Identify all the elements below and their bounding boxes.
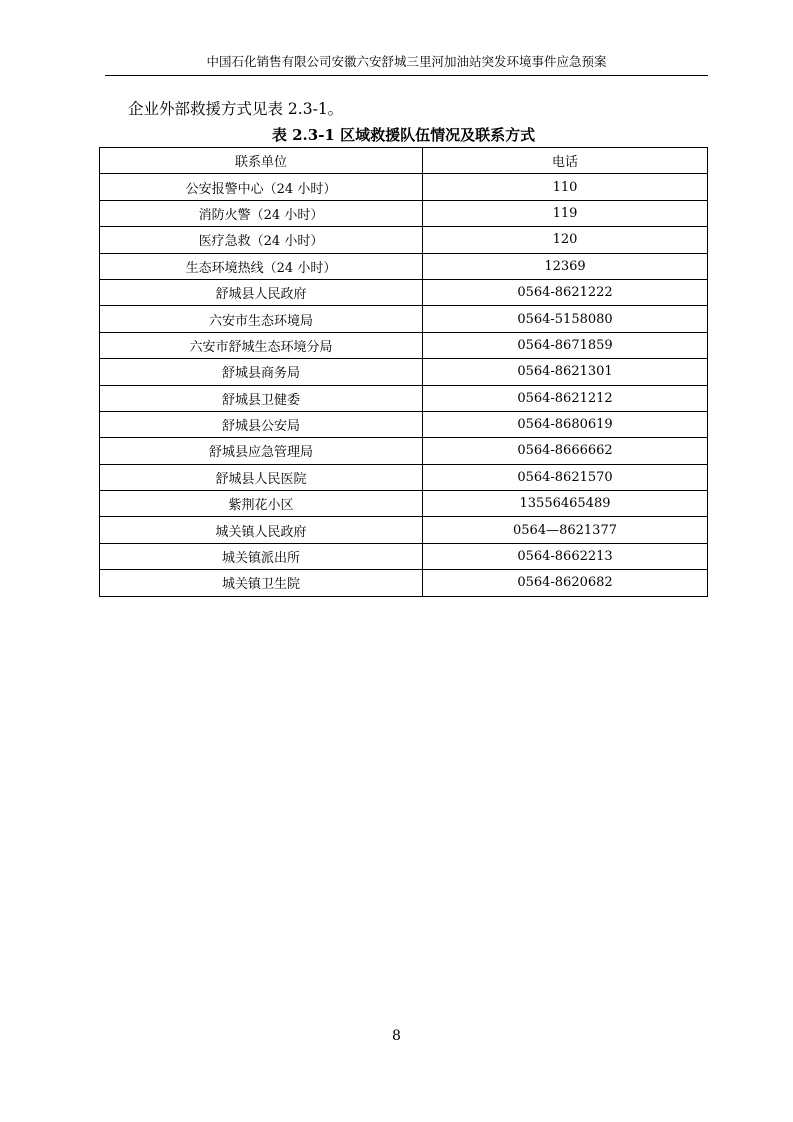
table-row [100,464,708,490]
phone-cell: 0564-8621570 [423,464,708,490]
table-header-row [100,148,708,174]
table-row [100,570,708,596]
table-row [100,385,708,411]
intro-paragraph: 企业外部救援方式见表 2.3-1。 [128,100,344,118]
table-caption: 表 2.3-1 区域救援队伍情况及联系方式 [271,126,536,144]
phone-cell: 0564-8621222 [423,279,708,305]
contact-unit-cell: 城关镇人民政府 [100,517,423,543]
contact-unit-cell: 六安市生态环境局 [100,306,423,332]
contact-unit-cell: 舒城县商务局 [100,359,423,385]
phone-cell: 110 [423,174,708,200]
phone-cell: 0564-5158080 [423,306,708,332]
phone-cell: 12369 [423,253,708,279]
phone-cell: 0564—8621377 [423,517,708,543]
contact-unit-cell: 紫荆花小区 [100,491,423,517]
phone-cell: 119 [423,200,708,226]
contact-unit-cell: 舒城县卫健委 [100,385,423,411]
phone-cell: 0564-8620682 [423,570,708,596]
table-row [100,227,708,253]
phone-cell: 120 [423,227,708,253]
table-row [100,306,708,332]
contact-unit-cell: 舒城县人民政府 [100,279,423,305]
table-row [100,332,708,358]
contact-unit-cell: 城关镇卫生院 [100,570,423,596]
table-row [100,279,708,305]
table-row [100,491,708,517]
table-row [100,517,708,543]
phone-cell: 0564-8621301 [423,359,708,385]
table-row [100,174,708,200]
phone-cell: 13556465489 [423,491,708,517]
phone-cell: 0564-8671859 [423,332,708,358]
column-header-phone: 电话 [423,148,708,174]
table-body [100,174,708,596]
contact-unit-cell: 舒城县公安局 [100,411,423,437]
table-row [100,253,708,279]
contact-unit-cell: 舒城县人民医院 [100,464,423,490]
phone-cell: 0564-8666662 [423,438,708,464]
column-header-unit: 联系单位 [100,148,423,174]
contact-unit-cell: 六安市舒城生态环境分局 [100,332,423,358]
contacts-table [99,147,708,597]
contact-unit-cell: 公安报警中心（24 小时） [100,174,423,200]
contact-unit-cell: 舒城县应急管理局 [100,438,423,464]
contact-unit-cell: 生态环境热线（24 小时） [100,253,423,279]
phone-cell: 0564-8621212 [423,385,708,411]
header-divider [105,75,708,76]
table-row [100,438,708,464]
table-row [100,543,708,569]
table-row [100,359,708,385]
table-row [100,200,708,226]
phone-cell: 0564-8662213 [423,543,708,569]
contact-unit-cell: 医疗急救（24 小时） [100,227,423,253]
page-number: 8 [392,1028,401,1044]
contact-unit-cell: 消防火警（24 小时） [100,200,423,226]
contact-unit-cell: 城关镇派出所 [100,543,423,569]
phone-cell: 0564-8680619 [423,411,708,437]
running-header: 中国石化销售有限公司安徽六安舒城三里河加油站突发环境事件应急预案 [206,54,607,69]
table-row [100,411,708,437]
